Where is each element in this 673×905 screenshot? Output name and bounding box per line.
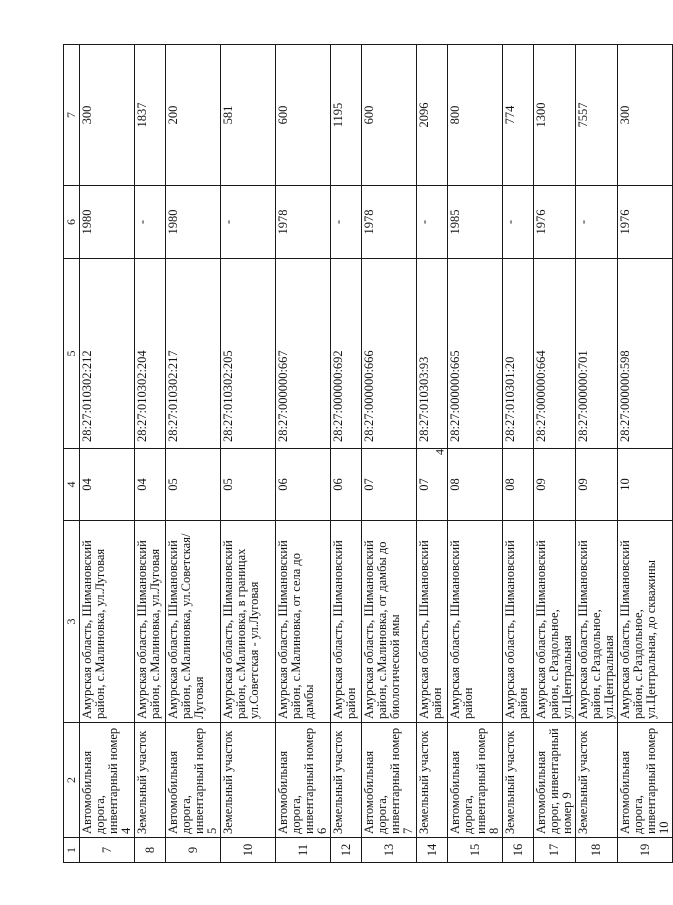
object-name-cell: Земельный участок (221, 723, 276, 838)
year-cell: 1976 (618, 186, 673, 259)
table-row (221, 45, 276, 863)
value-cell: 300 (618, 45, 673, 186)
inventory-code-cell: 09 (534, 449, 576, 521)
object-name-cell: Земельный участок (417, 723, 448, 838)
inventory-code-cell: 06 (276, 449, 331, 521)
year-cell: 1985 (448, 186, 503, 259)
header-cell: 2 (64, 723, 80, 838)
object-name-cell: Земельный участок (331, 723, 362, 838)
row-number-cell: 13 (362, 838, 417, 863)
object-name-cell: Автомобильная дорога, инвентарный номер 7 (362, 723, 417, 838)
year-cell: 1980 (166, 186, 221, 259)
address-cell: Амурская область, Шимановский район, с.Раздольное, ул.Центральная, до скважины (618, 521, 673, 723)
cadastral-number-cell: 28:27:010302:217 (166, 259, 221, 449)
header-cell: 4 (64, 449, 80, 521)
year-cell: 1976 (534, 186, 576, 259)
object-name-cell: Автомобильная дорога, инвентарный номер 6 (276, 723, 331, 838)
row-number-cell: 12 (331, 838, 362, 863)
row-number-cell: 19 (618, 838, 673, 863)
address-cell: Амурская область, Шимановский район (417, 521, 448, 723)
address-cell: Амурская область, Шимановский район, с.Раздольное, ул.Центральная (534, 521, 576, 723)
year-cell: - (331, 186, 362, 259)
cadastral-number-cell: 28:27:000000:664 (534, 259, 576, 449)
inventory-code-cell: 08 (503, 449, 534, 521)
address-cell: Амурская область, Шимановский район, с.Малиновка, ул.Луговая (80, 521, 135, 723)
header-row (64, 45, 80, 863)
value-cell: 600 (276, 45, 331, 186)
table-row (534, 45, 576, 863)
table-row (80, 45, 135, 863)
object-name-cell: Земельный участок (576, 723, 618, 838)
property-table (63, 44, 673, 863)
address-cell: Амурская область, Шимановский район, с.Малиновка, в границах ул.Советская - ул.Луговая (221, 521, 276, 723)
rotated-table-container (63, 45, 671, 863)
row-number-cell: 10 (221, 838, 276, 863)
inventory-code-cell: 10 (618, 449, 673, 521)
year-cell: - (417, 186, 448, 259)
inventory-code-cell: 04 (80, 449, 135, 521)
inventory-code-cell: 07 (417, 449, 448, 521)
inventory-code-cell: 05 (166, 449, 221, 521)
address-cell: Амурская область, Шимановский район, с.Малиновка, ул.Советская/Луговая (166, 521, 221, 723)
page-number: 4 (432, 449, 447, 455)
address-cell: Амурская область, Шимановский район, с.Малиновка, от дамбы до биологической ямы (362, 521, 417, 723)
object-name-cell: Земельный участок (135, 723, 166, 838)
value-cell: 200 (166, 45, 221, 186)
table-row (276, 45, 331, 863)
row-number-cell: 16 (503, 838, 534, 863)
year-cell: - (503, 186, 534, 259)
table-row (618, 45, 673, 863)
table-row (576, 45, 618, 863)
header-cell: 7 (64, 45, 80, 186)
cadastral-number-cell: 28:27:000000:665 (448, 259, 503, 449)
row-number-cell: 18 (576, 838, 618, 863)
table-row (331, 45, 362, 863)
value-cell: 1837 (135, 45, 166, 186)
row-number-cell: 8 (135, 838, 166, 863)
inventory-code-cell: 09 (576, 449, 618, 521)
value-cell: 581 (221, 45, 276, 186)
row-number-cell: 9 (166, 838, 221, 863)
year-cell: 1978 (362, 186, 417, 259)
inventory-code-cell: 04 (135, 449, 166, 521)
address-cell: Амурская область, Шимановский район, с.Малиновка, ул.Луговая (135, 521, 166, 723)
year-cell: 1978 (276, 186, 331, 259)
address-cell: Амурская область, Шимановский район (503, 521, 534, 723)
address-cell: Амурская область, Шимановский район, с.Малиновка, от села до дамбы (276, 521, 331, 723)
table-row (448, 45, 503, 863)
cadastral-number-cell: 28:27:000000:692 (331, 259, 362, 449)
cadastral-number-cell: 28:27:010302:205 (221, 259, 276, 449)
value-cell: 7557 (576, 45, 618, 186)
address-cell: Амурская область, Шимановский район (448, 521, 503, 723)
value-cell: 774 (503, 45, 534, 186)
cadastral-number-cell: 28:27:000000:598 (618, 259, 673, 449)
table-row (417, 45, 448, 863)
year-cell: - (221, 186, 276, 259)
object-name-cell: Земельный участок (503, 723, 534, 838)
value-cell: 600 (362, 45, 417, 186)
row-number-cell: 11 (276, 838, 331, 863)
row-number-cell: 17 (534, 838, 576, 863)
row-number-cell: 15 (448, 838, 503, 863)
object-name-cell: Автомобильная дорога, инвентарный номер 4 (80, 723, 135, 838)
cadastral-number-cell: 28:27:010301:20 (503, 259, 534, 449)
address-cell: Амурская область, Шимановский район (331, 521, 362, 723)
header-cell: 6 (64, 186, 80, 259)
value-cell: 800 (448, 45, 503, 186)
cadastral-number-cell: 28:27:010302:212 (80, 259, 135, 449)
table-row (362, 45, 417, 863)
table-row (166, 45, 221, 863)
object-name-cell: Автомобильная дорога, инвентарный номер 10 (618, 723, 673, 838)
object-name-cell: Автомобильная дорог, инвентарный номер 9 (534, 723, 576, 838)
cadastral-number-cell: 28:27:000000:666 (362, 259, 417, 449)
value-cell: 1300 (534, 45, 576, 186)
cadastral-number-cell: 28:27:000000:701 (576, 259, 618, 449)
value-cell: 2096 (417, 45, 448, 186)
inventory-code-cell: 07 (362, 449, 417, 521)
year-cell: - (576, 186, 618, 259)
year-cell: 1980 (80, 186, 135, 259)
cadastral-number-cell: 28:27:010302:204 (135, 259, 166, 449)
address-cell: Амурская область, Шимановский район, с.Раздольное, ул.Центральная (576, 521, 618, 723)
value-cell: 300 (80, 45, 135, 186)
value-cell: 1195 (331, 45, 362, 186)
header-cell: 5 (64, 259, 80, 449)
year-cell: - (135, 186, 166, 259)
header-cell: 3 (64, 521, 80, 723)
cadastral-number-cell: 28:27:010303:93 (417, 259, 448, 449)
row-number-cell: 14 (417, 838, 448, 863)
table-row (503, 45, 534, 863)
inventory-code-cell: 08 (448, 449, 503, 521)
inventory-code-cell: 06 (331, 449, 362, 521)
object-name-cell: Автомобильная дорога, инвентарный номер 5 (166, 723, 221, 838)
cadastral-number-cell: 28:27:000000:667 (276, 259, 331, 449)
table-row (135, 45, 166, 863)
inventory-code-cell: 05 (221, 449, 276, 521)
header-cell: 1 (64, 838, 80, 863)
row-number-cell: 7 (80, 838, 135, 863)
object-name-cell: Автомобильная дорога, инвентарный номер 8 (448, 723, 503, 838)
